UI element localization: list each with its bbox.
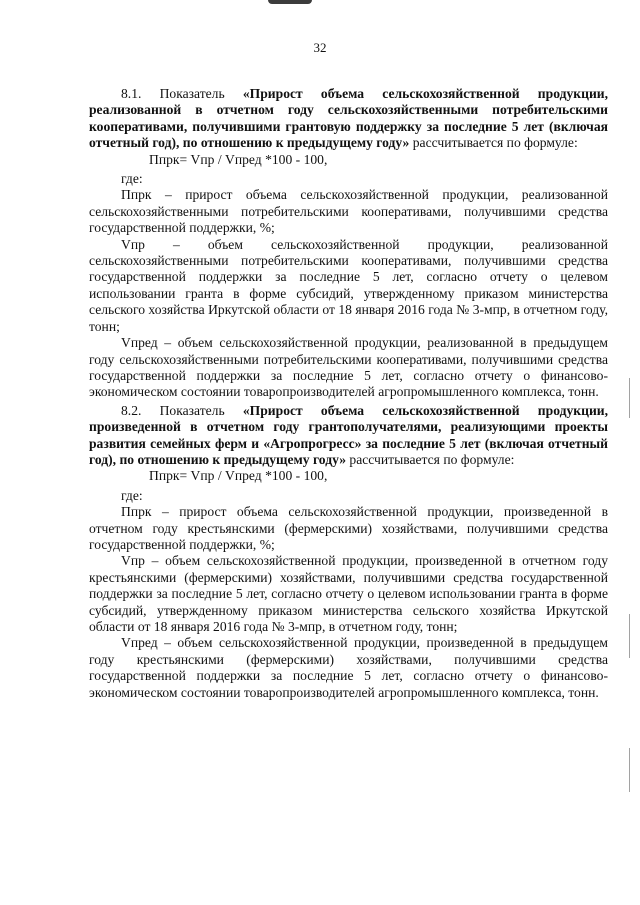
formula: Ппрк= Vпр / Vпред *100 - 100, [149,468,328,484]
definition-vpr: Vпр – объем сельскохозяйственной продукции, реализованной сельскохозяйственными потребительскими кооперативами, получившими средства государственной поддержки за последние 5 лет, согласно отчету о целевом использовании гранта в форме субсидий, утвержденному приказом министерства сельского хозяйства Иркутской области от 18 января 2016 года № 3-мпр, в отчетном году, тонн; [89,236,608,334]
indicator-title: «Прирост объема сельскохозяйственной продукции, произведенной в отчетном году грантополучателями, реализующими проекты развития семейных ферм и «Агропрогресс» за последние 5 лет (включая отчетный год), по отношению к предыдущему году» [89,402,609,467]
indicator-title: «Прирост объема сельскохозяйственной продукции, реализованной в отчетном году сельскохозяйственными потребительскими кооперативами, получившими грантовую поддержку за последние 5 лет (включая отчетный год), по отношению к предыдущему году» [89,86,609,151]
where-label: где: [121,171,143,187]
document-body [89,86,608,701]
section-tail: рассчитывается по формуле: [346,451,515,467]
definition-vpred: Vпред – объем сельскохозяйственной продукции, реализованной в предыдущем году сельскохозяйственными потребительскими кооперативами, получившими средства государственной поддержки за последние 5 лет, согласно отчету о финансово-экономическом состоянии товаропроизводителей агропромышленного комплекса, тонн. [89,335,608,400]
definition-vpred: Vпред – объем сельскохозяйственной продукции, произведенной в предыдущем году крестьянскими (фермерскими) хозяйствами, получившими средства государственной поддержки за последние 5 лет, согласно отчету о финансово-экономическом состоянии товаропроизводителей агропромышленного комплекса, тонн. [89,635,608,700]
section-8-2-heading [89,403,608,469]
section-8-1-heading [89,86,608,152]
section-intro: 8.2. Показатель [121,402,243,418]
where-label: где: [121,487,143,503]
definition-pprk: Ппрк – прирост объема сельскохозяйственной продукции, произведенной в отчетном году крестьянскими (фермерскими) хозяйствами, получившими средства государственной поддержки, %; [89,504,608,552]
scan-artifact [268,0,312,4]
scan-edge-mark [629,748,630,792]
scan-edge-mark [629,378,630,418]
section-intro: 8.1. Показатель [121,86,243,101]
page-number: 32 [313,40,327,55]
section-tail: рассчитывается по формуле: [409,135,578,151]
formula: Ппрк= Vпр / Vпред *100 - 100, [149,151,328,167]
scan-edge-mark [629,614,630,658]
definition-pprk: Ппрк – прирост объема сельскохозяйственной продукции, реализованной сельскохозяйственными потребительскими кооперативами, получившими средства государственной поддержки, %; [89,187,608,236]
definition-vpr: Vпр – объем сельскохозяйственной продукции, произведенной в отчетном году крестьянскими (фермерскими) хозяйствами, получившими средства государственной поддержки за последние 5 лет, согласно отчету о целевом использовании гранта в форме субсидий, утвержденному приказом министерства сельского хозяйства Иркутской области от 18 января 2016 года № 3-мпр, в отчетном году, тонн; [89,553,608,634]
